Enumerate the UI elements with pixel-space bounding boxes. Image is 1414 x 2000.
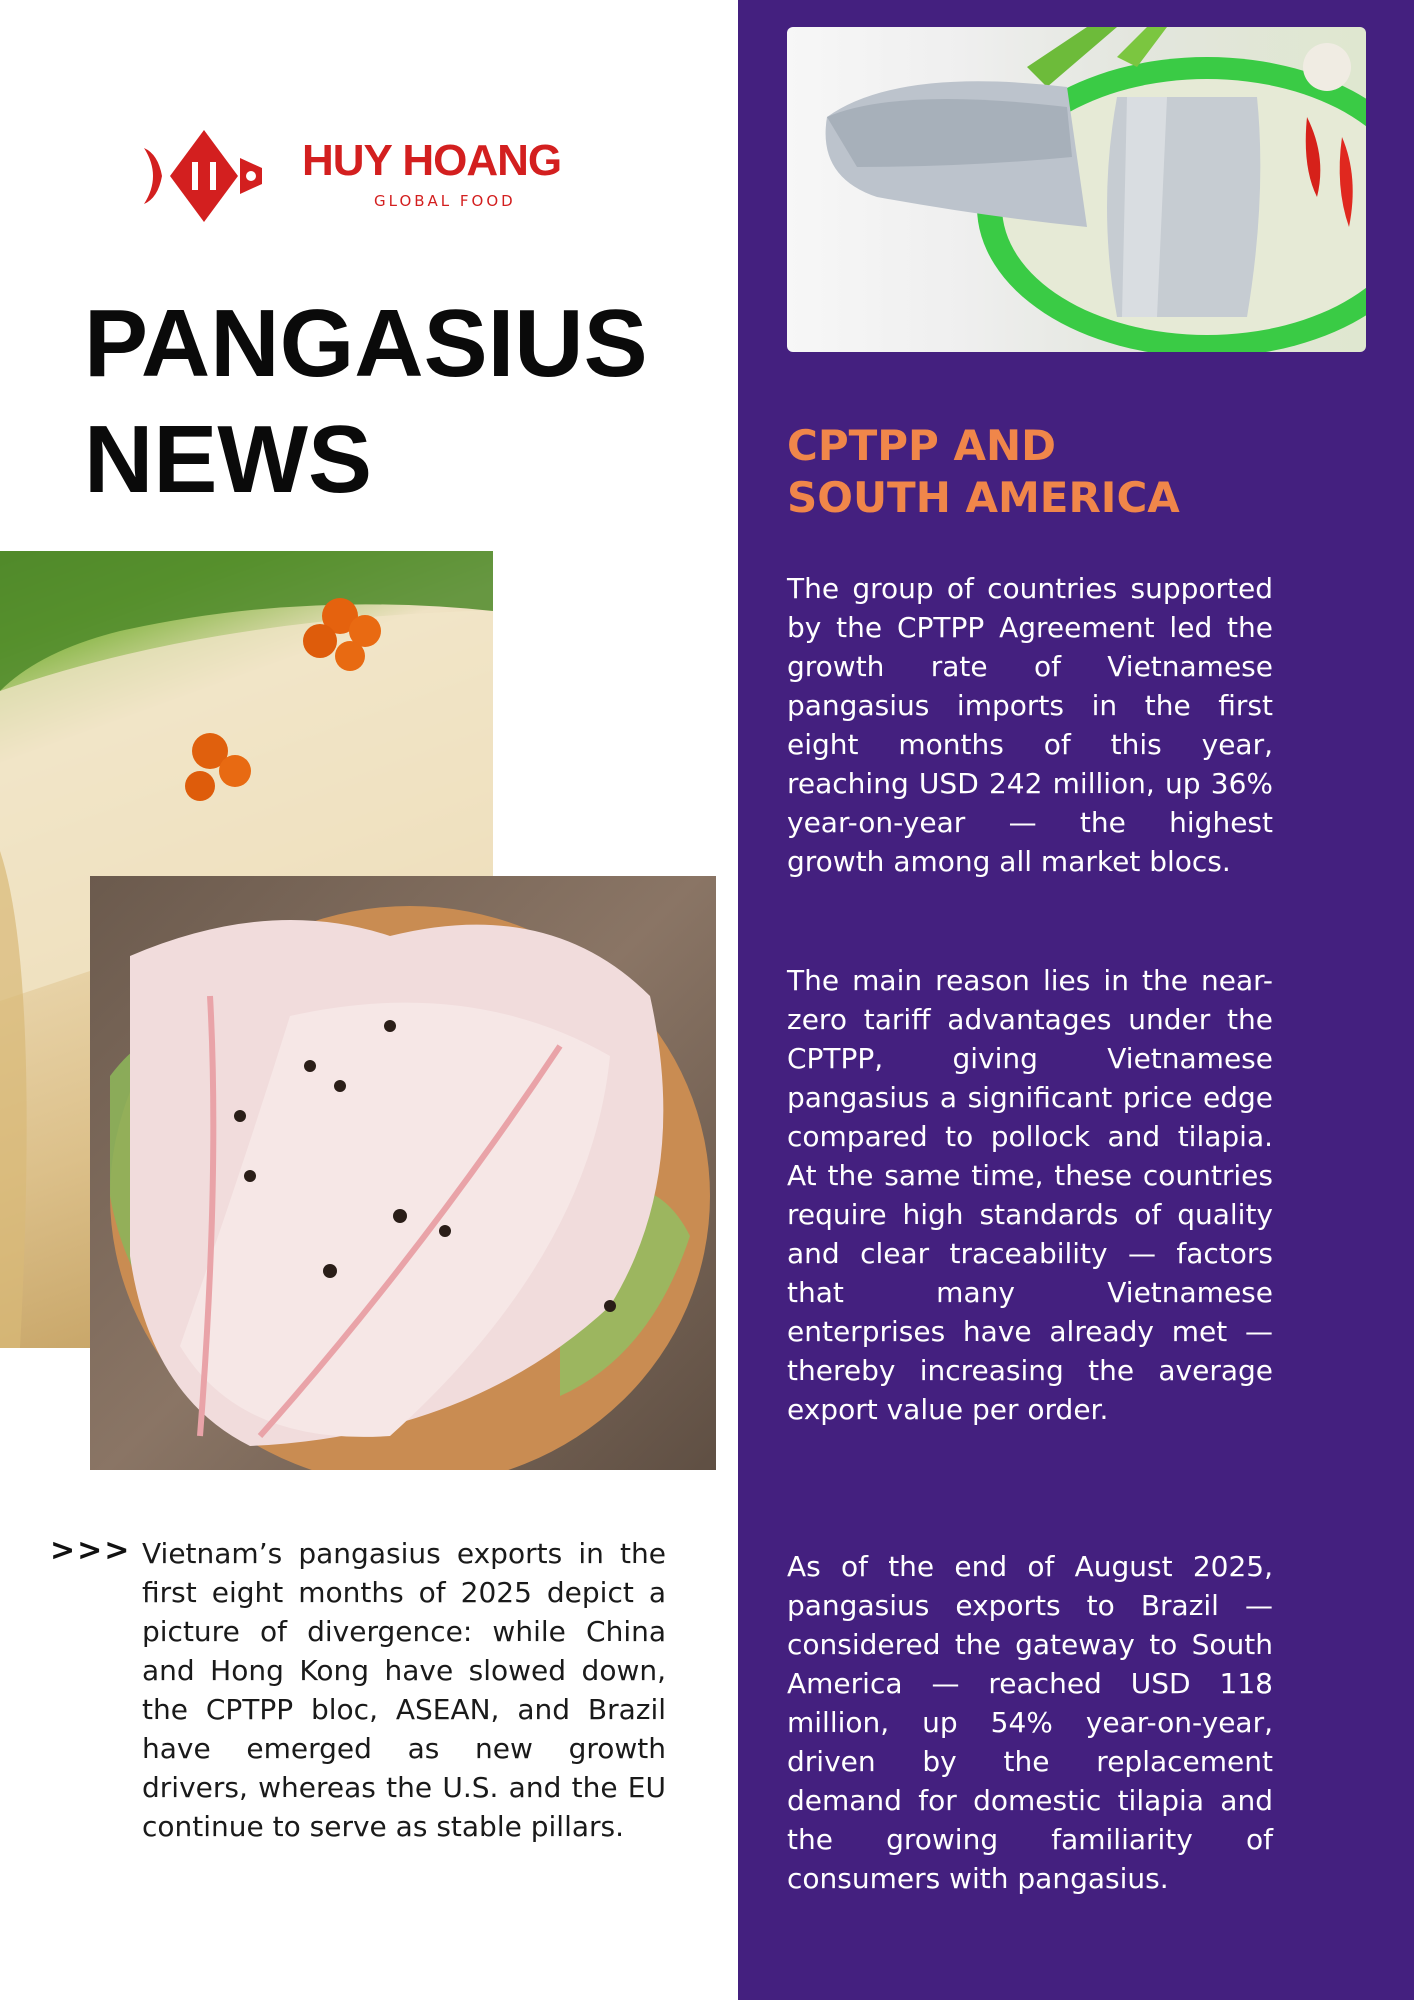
fillet-illustration	[90, 876, 716, 1470]
brand-name: HUY HOANG	[302, 136, 562, 185]
article-paragraph: As of the end of August 2025, pangasius exports to Brazil — considered the gateway to South America — reached USD 118 million, up 54% year-on-year, driven by the replacement demand for domestic tilapia and the growing familiarity of consumers with pangasius.	[787, 1550, 1273, 1895]
article-paragraph: The main reason lies in the near-zero tariff advantages under the CPTPP, giving Vietnamese pangasius a significant price edge compared to pollock and tilapia. At the same time, these countries require high standards of quality and clear traceability — factors that many Vietnamese enterprises have already met — thereby increasing the average export value per order.	[787, 964, 1273, 1426]
lead-marker: >>>	[50, 1533, 132, 1568]
page-title-line-2: NEWS	[84, 406, 372, 513]
fish-logo-icon	[140, 128, 268, 224]
pangasius-fillet-photo	[90, 876, 716, 1470]
section-heading-line-2: SOUTH AMERICA	[787, 473, 1180, 522]
whole-pangasius-photo	[787, 27, 1366, 352]
article-paragraph: The group of countries supported by the CPTPP Agreement led the growth rate of Vietnamese pangasius imports in the first eight months of this year, reaching USD 242 million, up 36% year-on-year — the highest growth among all market blocs.	[787, 572, 1273, 878]
section-heading-line-1: CPTPP AND	[787, 421, 1056, 470]
page-title-line-1: PANGASIUS	[84, 290, 648, 397]
brand-logo	[140, 124, 600, 224]
lead-paragraph: Vietnam’s pangasius exports in the first eight months of 2025 depict a picture of divergence: while China and Hong Kong have slowed down, the CPTPP bloc, ASEAN, and Brazil have emerged as new growth drivers, whereas the U.S. and the EU continue to serve as stable pillars.	[142, 1537, 666, 1843]
brand-tagline: GLOBAL FOOD	[374, 192, 516, 210]
page-title	[84, 286, 724, 518]
section-heading	[787, 420, 1347, 524]
basket-fish-illustration	[787, 27, 1366, 352]
